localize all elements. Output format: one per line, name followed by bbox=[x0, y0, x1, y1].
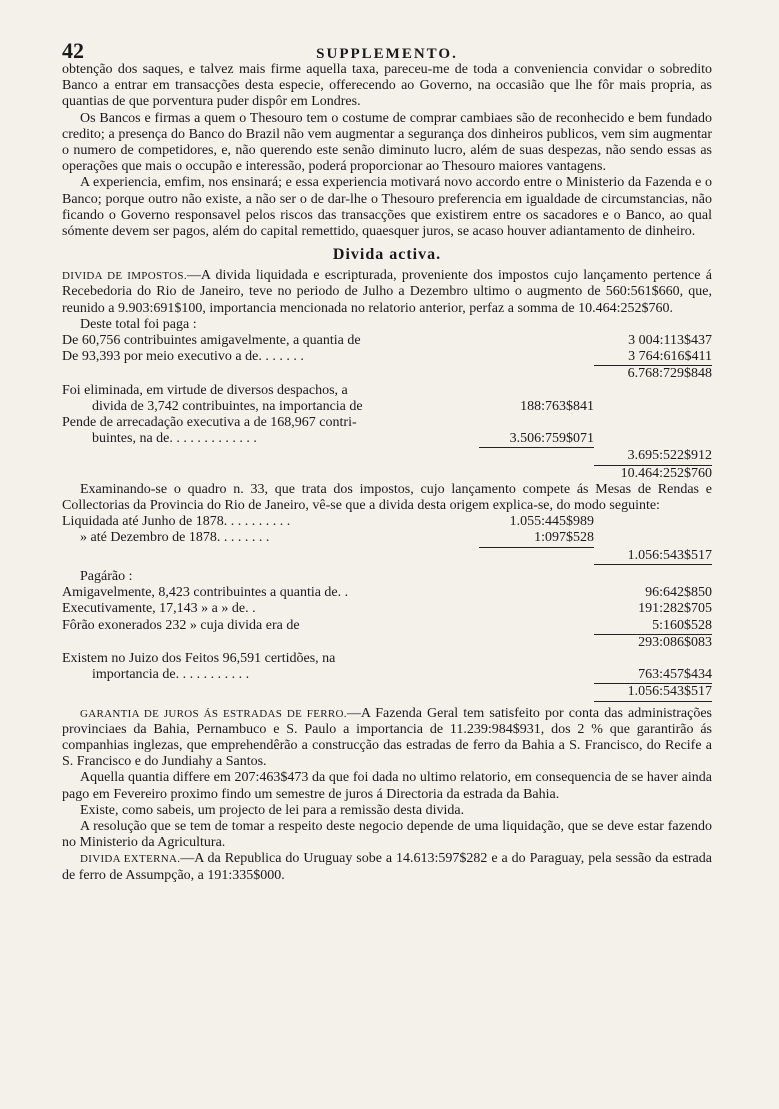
table-row: Fôrão exonerados 232 » cuja divida era de 5:160$528 bbox=[62, 618, 712, 635]
table-row: Foi eliminada, em virtude de diversos despachos, a bbox=[62, 382, 348, 398]
garantia-paragraph-3: Existe, como sabeis, um projecto de lei para a remissão desta divida. bbox=[80, 802, 465, 818]
table-row: Executivamente, 17,143 » a » de. . 191:282$705 bbox=[62, 601, 712, 617]
table-row: 3.695:522$912 bbox=[62, 448, 712, 465]
table-row: importancia de. . . . . . . . . . . 763:457$434 bbox=[62, 667, 712, 684]
garantia-paragraph-1: GARANTIA DE JUROS ÁS ESTRADAS DE FERRO.—A Fazenda Geral tem satisfeito por conta das administrações provinciaes da Bahia, Pernambuco e S. Paulo a importancia de 11.239:984$931, dos 2 % que garantirão ás companhias inglezas, que emprehendêrão a construcção das estradas de ferro da Bahia a S. Francisco, do Recife a S. Francisco e do Jundiahy a Santos. bbox=[62, 705, 712, 770]
externa-paragraph: DIVIDA EXTERNA.—A da Republica do Uruguay sobe a 14.613:597$282 e a do Paraguay, pela sessão da estrada de ferro de Assumpção, a 191:335$000. bbox=[62, 851, 712, 883]
table-row: 6.768:729$848 bbox=[627, 366, 712, 382]
impostos-paragraph bbox=[62, 268, 712, 317]
garantia-lead: GARANTIA DE JUROS ÁS ESTRADAS DE FERRO. bbox=[80, 707, 347, 720]
garantia-paragraph-4: A resolução que se tem de tomar a respeito deste negocio depende de uma liquidação, que se deve estar fazendo no Ministerio da Agricultura. bbox=[62, 818, 712, 851]
table-row: Existem no Juizo dos Feitos 96,591 certidões, na bbox=[62, 650, 336, 666]
section-title: Divida activa. bbox=[332, 246, 442, 264]
running-title: SUPPLEMENTO. bbox=[316, 46, 458, 62]
table-row: De 93,393 por meio executivo a de. . . . . . . 3 764:616$411 bbox=[62, 349, 712, 366]
mesas-paragraph: Examinando-se o quadro n. 33, que trata dos impostos, cujo lançamento compete ás Mesas de Rendas e Collectorias da Provincia do Rio de Janeiro, vê-se que a divida desta origem explica-se, do modo seguinte: bbox=[62, 481, 712, 514]
table-row: De 60,756 contribuintes amigavelmente, a quantia de 3 004:113$437 bbox=[62, 333, 712, 349]
externa-lead: DIVIDA EXTERNA. bbox=[80, 853, 181, 866]
intro-paragraph-1: obtenção dos saques, e talvez mais firme aquella taxa, pareceu-me de toda a conveniencia convidar o sobredito Banco a entrar em transacções desta especie, offerecendo ao Governo, na occasião que lhe fôr mais propria, as quantias de que porventura puder dispôr em Londres. bbox=[62, 62, 712, 110]
table-row: Pende de arrecadação executiva a de 168,967 contri- bbox=[62, 415, 357, 431]
table-row: » até Dezembro de 1878. . . . . . . . 1:097$528 bbox=[62, 530, 712, 547]
page-header bbox=[62, 38, 712, 62]
intro-paragraph-2: Os Bancos e firmas a quem o Thesouro tem o costume de comprar cambiaes são de reconhecido e bem fundado credito; a presença do Banco do Brazil não vem augmentar a segurança dos dinheiros publicos, vem sim augmentar o numero de competidores, e, não querendo este senão diminuto lucro, além de suas despezas, não sendo essas as operações que mais o occupão e interessão, poderá proporcionar ao Thesouro maiores vantagens. bbox=[62, 110, 712, 175]
table-row: Liquidada até Junho de 1878. . . . . . . . . . 1.055:445$989 bbox=[62, 514, 594, 530]
page-number: 42 bbox=[62, 38, 84, 63]
table-row: 10.464:252$760 bbox=[620, 465, 712, 481]
table-row: buintes, na de. . . . . . . . . . . . . 3.506:759$071 bbox=[62, 431, 712, 448]
document-page bbox=[62, 38, 712, 884]
table-row: 1.056:543$517 bbox=[62, 548, 712, 565]
table-row: Amigavelmente, 8,423 contribuintes a quantia de. . 96:642$850 bbox=[62, 585, 712, 601]
table-row: divida de 3,742 contribuintes, na importancia de 188:763$841 bbox=[92, 398, 594, 414]
paid-intro: Deste total foi paga : bbox=[80, 316, 197, 332]
intro-paragraph-3: A experiencia, emfim, nos ensinará; e essa experiencia motivará novo accordo entre o Ministerio da Fazenda e o Banco; porque outro não existe, a não ser o de dar-lhe o Thesouro preferencia em igualdade de circumstancias, não ficando o Governo responsavel pelos riscos das transacções que existirem entre os sacadores e o Banco, ao qual sómente devem ser pagos, além do capital remettido, quaesquer juros, se acaso houver adiantamento de dinheiro. bbox=[62, 175, 712, 240]
garantia-paragraph-2: Aquella quantia differe em 207:463$473 da que foi dada no ultimo relatorio, em consequencia de se haver ainda pago em Fevereiro proximo findo um semestre de juros á Directoria da estrada da Bahia. bbox=[62, 770, 712, 802]
table-row: 1.056:543$517 bbox=[62, 684, 712, 701]
table-row: 293:086$083 bbox=[638, 634, 712, 650]
table-row: Pagárão : bbox=[80, 568, 133, 584]
impostos-lead: DIVIDA DE IMPOSTOS. bbox=[62, 270, 187, 283]
impostos-text: —A divida liquidada e escripturada, proveniente dos impostos cujo lançamento pertence á Recebedoria do Rio de Janeiro, teve no periodo de Julho a Dezembro ultimo o augmento de 560:561$660, que, reunido a 9.903:691$100, importancia mencionada no relatorio anterior, perfaz a somma de 10.464:252$760. bbox=[62, 268, 712, 316]
